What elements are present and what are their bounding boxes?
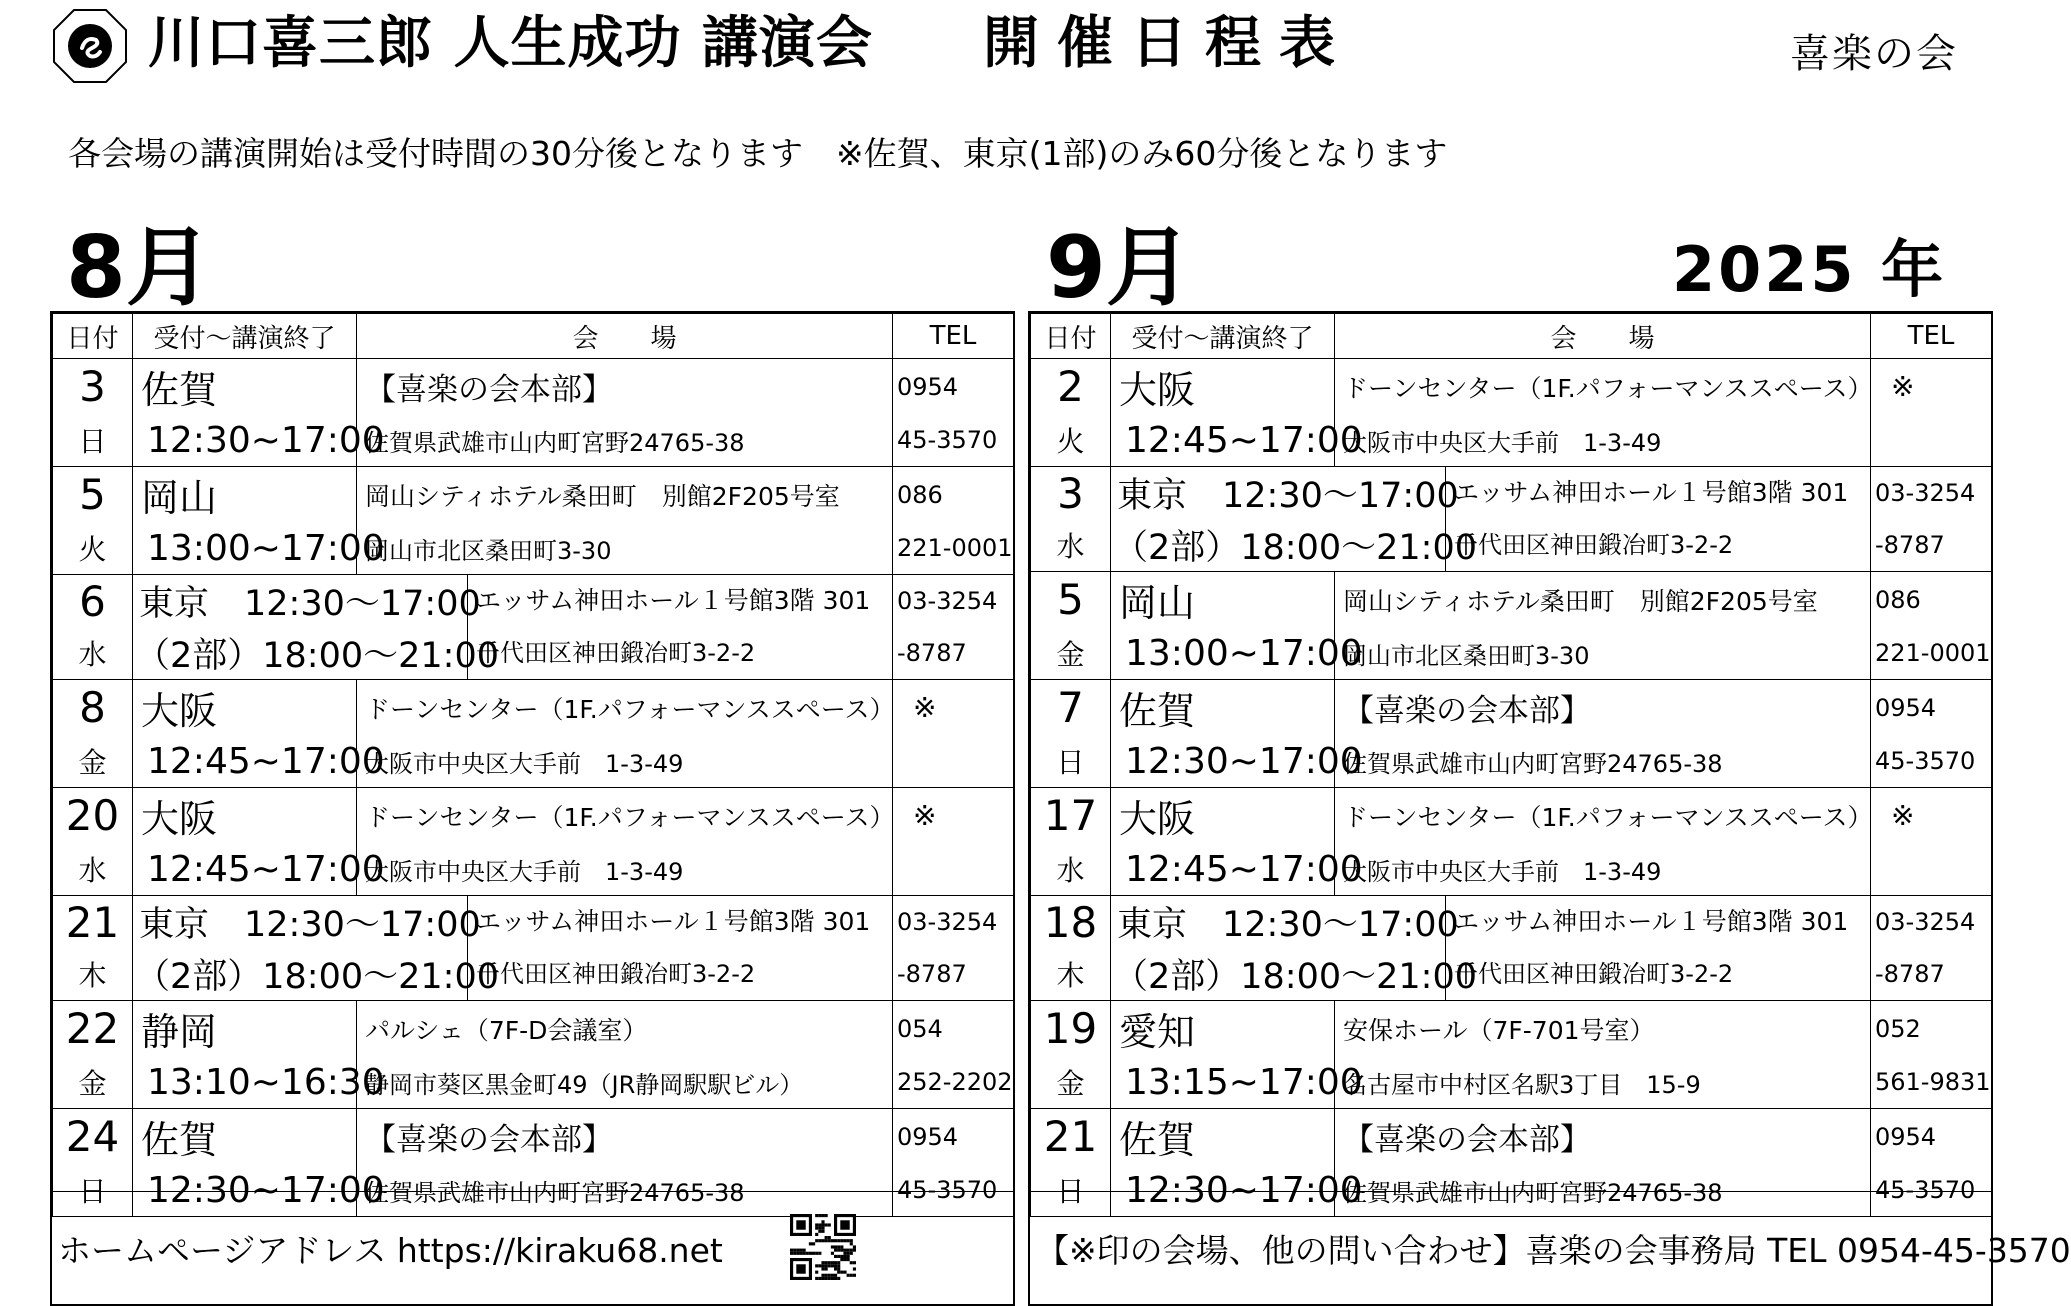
tokyo-part1-cell	[1111, 467, 1871, 520]
schedule-row-2	[53, 627, 1014, 680]
event-tel-2: -8787	[1871, 519, 1992, 572]
event-time: 12:45~17:00	[1111, 843, 1335, 896]
schedule-title: 開催日程表	[983, 11, 1353, 76]
event-address: 千代田区神田鍛冶町3-2-2	[467, 627, 892, 679]
event-time: 12:30~17:00	[133, 414, 357, 467]
event-tel-1: 0954	[893, 1109, 1014, 1165]
event-tel-2	[893, 843, 1014, 896]
schedule-row	[1031, 467, 1992, 520]
schedule-row	[1031, 1001, 1992, 1057]
event-venue: パルシェ（7F-D会議室）	[357, 1001, 893, 1057]
event-day: 8	[53, 680, 133, 736]
event-venue: 【喜楽の会本部】	[357, 1109, 893, 1165]
event-day: 5	[1031, 572, 1111, 628]
event-city-time: 東京 12:30～17:00	[139, 905, 481, 945]
event-tel-1: 052	[1871, 1001, 1992, 1057]
event-address: 岡山市北区桑田町3-30	[1335, 627, 1871, 680]
schedule-row	[53, 1001, 1014, 1057]
tokyo-part2-cell	[1111, 948, 1871, 1001]
event-time: 13:15~17:00	[1111, 1056, 1335, 1109]
event-time: 13:00~17:00	[1111, 627, 1335, 680]
event-venue: ドーンセンター（1F.パフォーマンススペース）	[357, 788, 893, 844]
event-address: 千代田区神田鍛冶町3-2-2	[467, 948, 892, 1000]
event-city: 大阪	[133, 680, 357, 736]
schedule-row	[53, 1109, 1014, 1165]
event-city: 岡山	[1111, 572, 1335, 628]
august-footer	[52, 1191, 1013, 1304]
schedule-row-2	[1031, 1056, 1992, 1109]
event-weekday: 金	[53, 1056, 133, 1109]
tokyo-part2-cell	[133, 627, 893, 680]
event-venue: ドーンセンター（1F.パフォーマンススペース）	[357, 680, 893, 736]
event-weekday: 日	[53, 1164, 133, 1217]
august-schedule-table	[50, 311, 1015, 1306]
event-venue: ドーンセンター（1F.パフォーマンススペース）	[1335, 359, 1871, 415]
schedule-row-2	[1031, 519, 1992, 572]
event-tel-1: 0954	[1871, 1109, 1992, 1165]
event-day: 24	[53, 1109, 133, 1165]
event-time: 12:30~17:00	[133, 1164, 357, 1217]
event-tel-1: 086	[1871, 572, 1992, 628]
event-tel-1: 03-3254	[1871, 896, 1992, 949]
event-venue: 岡山シティホテル桑田町 別館2F205号室	[1335, 572, 1871, 628]
event-city: 岡山	[133, 467, 357, 523]
event-weekday: 金	[53, 735, 133, 788]
column-header-row	[1031, 314, 1992, 359]
event-city: 佐賀	[133, 359, 357, 415]
event-tel-2: -8787	[893, 948, 1014, 1001]
event-tel-1: ※	[893, 680, 1014, 736]
event-city: 佐賀	[1111, 1109, 1335, 1165]
schedule-row	[1031, 788, 1992, 844]
event-venue: エッサム神田ホール１号館3階 301	[467, 575, 892, 627]
event-city: 大阪	[133, 788, 357, 844]
event-tel-2: 45-3570	[1871, 1164, 1992, 1217]
event-tel-1: 03-3254	[1871, 467, 1992, 520]
event-day: 7	[1031, 680, 1111, 736]
event-city-time: 東京 12:30～17:00	[139, 584, 481, 624]
event-day: 17	[1031, 788, 1111, 844]
event-address: 大阪市中央区大手前 1-3-49	[357, 735, 893, 788]
event-time: 12:30~17:00	[1111, 735, 1335, 788]
event-venue: エッサム神田ホール１号館3階 301	[1445, 467, 1870, 519]
september-schedule-table	[1028, 311, 2071, 1306]
schedule-row	[53, 896, 1014, 949]
header-tel: TEL	[893, 314, 1014, 359]
page-title	[148, 4, 1353, 84]
event-weekday: 火	[53, 522, 133, 575]
event-address: 千代田区神田鍛冶町3-2-2	[1445, 519, 1870, 571]
qr-code-icon[interactable]	[790, 1214, 856, 1280]
event-day: 21	[53, 896, 133, 949]
event-tel-2: -8787	[1871, 948, 1992, 1001]
schedule-grid	[1030, 313, 1992, 1217]
start-time-note: 各会場の講演開始は受付時間の30分後となります ※佐賀、東京(1部)のみ60分後となります	[68, 134, 1448, 173]
event-tel-2: 45-3570	[1871, 735, 1992, 788]
event-weekday: 金	[1031, 627, 1111, 680]
schedule-row	[1031, 359, 1992, 415]
header-tel: TEL	[1871, 314, 1992, 359]
schedule-row	[1031, 572, 1992, 628]
event-tel-2: 252-2202	[893, 1056, 1014, 1109]
event-weekday: 日	[53, 414, 133, 467]
event-weekday: 水	[1031, 843, 1111, 896]
event-address: 名古屋市中村区名駅3丁目 15-9	[1335, 1056, 1871, 1109]
event-tel-1: 03-3254	[893, 896, 1014, 949]
schedule-row-2	[1031, 948, 1992, 1001]
event-time: 12:45~17:00	[133, 735, 357, 788]
event-address: 大阪市中央区大手前 1-3-49	[1335, 414, 1871, 467]
event-day: 3	[53, 359, 133, 415]
event-address: 佐賀県武雄市山内町宮野24765-38	[1335, 735, 1871, 788]
schedule-row-2	[53, 948, 1014, 1001]
event-address: 佐賀県武雄市山内町宮野24765-38	[357, 414, 893, 467]
event-city: 愛知	[1111, 1001, 1335, 1057]
tokyo-part1-cell	[1111, 896, 1871, 949]
schedule-row-2	[1031, 735, 1992, 788]
event-weekday: 水	[1031, 519, 1111, 572]
event-tel-1: 0954	[1871, 680, 1992, 736]
event-day: 19	[1031, 1001, 1111, 1057]
event-weekday: 金	[1031, 1056, 1111, 1109]
header-time: 受付～講演終了	[1111, 314, 1335, 359]
organization-logo	[52, 8, 128, 84]
event-day: 6	[53, 575, 133, 628]
tokyo-part2-cell	[133, 948, 893, 1001]
tokyo-part1-cell	[133, 575, 893, 628]
event-venue: エッサム神田ホール１号館3階 301	[1445, 896, 1870, 948]
header-venue: 会 場	[357, 314, 893, 359]
event-venue: 【喜楽の会本部】	[1335, 1109, 1871, 1165]
event-venue: 【喜楽の会本部】	[1335, 680, 1871, 736]
september-footer	[1030, 1191, 2071, 1304]
event-weekday: 水	[53, 843, 133, 896]
schedule-row	[53, 788, 1014, 844]
event-part2-time: （2部）18:00～21:00	[1113, 528, 1477, 568]
event-part2-time: （2部）18:00～21:00	[135, 957, 499, 997]
event-address: 静岡市葵区黒金町49（JR静岡駅駅ビル）	[357, 1056, 893, 1109]
event-address: 佐賀県武雄市山内町宮野24765-38	[1335, 1164, 1871, 1217]
event-tel-2: 45-3570	[893, 1164, 1014, 1217]
schedule-row	[53, 467, 1014, 523]
event-city: 大阪	[1111, 788, 1335, 844]
event-address: 千代田区神田鍛冶町3-2-2	[1445, 948, 1870, 1000]
event-tel-1: ※	[893, 788, 1014, 844]
schedule-row-2	[53, 414, 1014, 467]
schedule-row-2	[1031, 414, 1992, 467]
header-date: 日付	[1031, 314, 1111, 359]
event-tel-1: 086	[893, 467, 1014, 523]
schedule-row	[1031, 1109, 1992, 1165]
year-label: 2025 年	[1672, 233, 1947, 306]
schedule-row-2	[53, 522, 1014, 575]
event-tel-1: ※	[1871, 788, 1992, 844]
event-venue: エッサム神田ホール１号館3階 301	[467, 896, 892, 948]
event-weekday: 水	[53, 627, 133, 680]
event-day: 2	[1031, 359, 1111, 415]
event-day: 21	[1031, 1109, 1111, 1165]
event-time: 12:45~17:00	[133, 843, 357, 896]
schedule-row	[53, 680, 1014, 736]
column-header-row	[53, 314, 1014, 359]
event-tel-2: -8787	[893, 627, 1014, 680]
event-tel-1: 03-3254	[893, 575, 1014, 628]
event-tel-1: 0954	[893, 359, 1014, 415]
event-weekday: 木	[53, 948, 133, 1001]
event-address: 大阪市中央区大手前 1-3-49	[357, 843, 893, 896]
brand-logo-text: 喜楽の会	[1790, 31, 1958, 77]
event-tel-2: 221-0001	[1871, 627, 1992, 680]
event-tel-2: 45-3570	[893, 414, 1014, 467]
event-day: 3	[1031, 467, 1111, 520]
event-address: 岡山市北区桑田町3-30	[357, 522, 893, 575]
schedule-row-2	[53, 735, 1014, 788]
event-tel-2	[893, 735, 1014, 788]
event-address: 大阪市中央区大手前 1-3-49	[1335, 843, 1871, 896]
header-time: 受付～講演終了	[133, 314, 357, 359]
event-weekday: 火	[1031, 414, 1111, 467]
event-tel-2	[1871, 414, 1992, 467]
event-city: 静岡	[133, 1001, 357, 1057]
schedule-row	[53, 575, 1014, 628]
event-address: 佐賀県武雄市山内町宮野24765-38	[357, 1164, 893, 1217]
event-venue: 安保ホール（7F-701号室）	[1335, 1001, 1871, 1057]
schedule-grid	[52, 313, 1014, 1217]
header-date: 日付	[53, 314, 133, 359]
event-tel-2	[1871, 843, 1992, 896]
event-day: 20	[53, 788, 133, 844]
event-weekday: 日	[1031, 1164, 1111, 1217]
schedule-row-2	[53, 843, 1014, 896]
event-city: 佐賀	[1111, 680, 1335, 736]
event-day: 18	[1031, 896, 1111, 949]
event-time: 13:10~16:30	[133, 1056, 357, 1109]
lecture-title: 川口喜三郎 人生成功 講演会	[148, 11, 873, 76]
schedule-row	[1031, 680, 1992, 736]
event-time: 13:00~17:00	[133, 522, 357, 575]
september-month-label: 9月	[1046, 218, 1192, 318]
footer-text[interactable]: ホームページアドレス https://kiraku68.net	[58, 1230, 723, 1270]
event-day: 22	[53, 1001, 133, 1057]
event-weekday: 木	[1031, 948, 1111, 1001]
tokyo-part2-cell	[1111, 519, 1871, 572]
event-weekday: 日	[1031, 735, 1111, 788]
event-tel-2: 561-9831	[1871, 1056, 1992, 1109]
event-venue: ドーンセンター（1F.パフォーマンススペース）	[1335, 788, 1871, 844]
event-time: 12:30~17:00	[1111, 1164, 1335, 1217]
event-part2-time: （2部）18:00～21:00	[135, 636, 499, 676]
schedule-row-2	[1031, 627, 1992, 680]
footer-text: 【※印の会場、他の問い合わせ】喜楽の会事務局 TEL 0954-45-3570	[1036, 1230, 2071, 1270]
event-day: 5	[53, 467, 133, 523]
tokyo-part1-cell	[133, 896, 893, 949]
event-city-time: 東京 12:30～17:00	[1117, 476, 1459, 516]
august-month-label: 8月	[66, 218, 212, 318]
event-time: 12:45~17:00	[1111, 414, 1335, 467]
event-city: 大阪	[1111, 359, 1335, 415]
header-venue: 会 場	[1335, 314, 1871, 359]
event-tel-2: 221-0001	[893, 522, 1014, 575]
schedule-row	[1031, 896, 1992, 949]
event-venue: 岡山シティホテル桑田町 別館2F205号室	[357, 467, 893, 523]
event-city-time: 東京 12:30～17:00	[1117, 905, 1459, 945]
schedule-row-2	[53, 1056, 1014, 1109]
schedule-row-2	[1031, 843, 1992, 896]
event-part2-time: （2部）18:00～21:00	[1113, 957, 1477, 997]
event-tel-1: 054	[893, 1001, 1014, 1057]
event-venue: 【喜楽の会本部】	[357, 359, 893, 415]
event-city: 佐賀	[133, 1109, 357, 1165]
schedule-row	[53, 359, 1014, 415]
event-tel-1: ※	[1871, 359, 1992, 415]
